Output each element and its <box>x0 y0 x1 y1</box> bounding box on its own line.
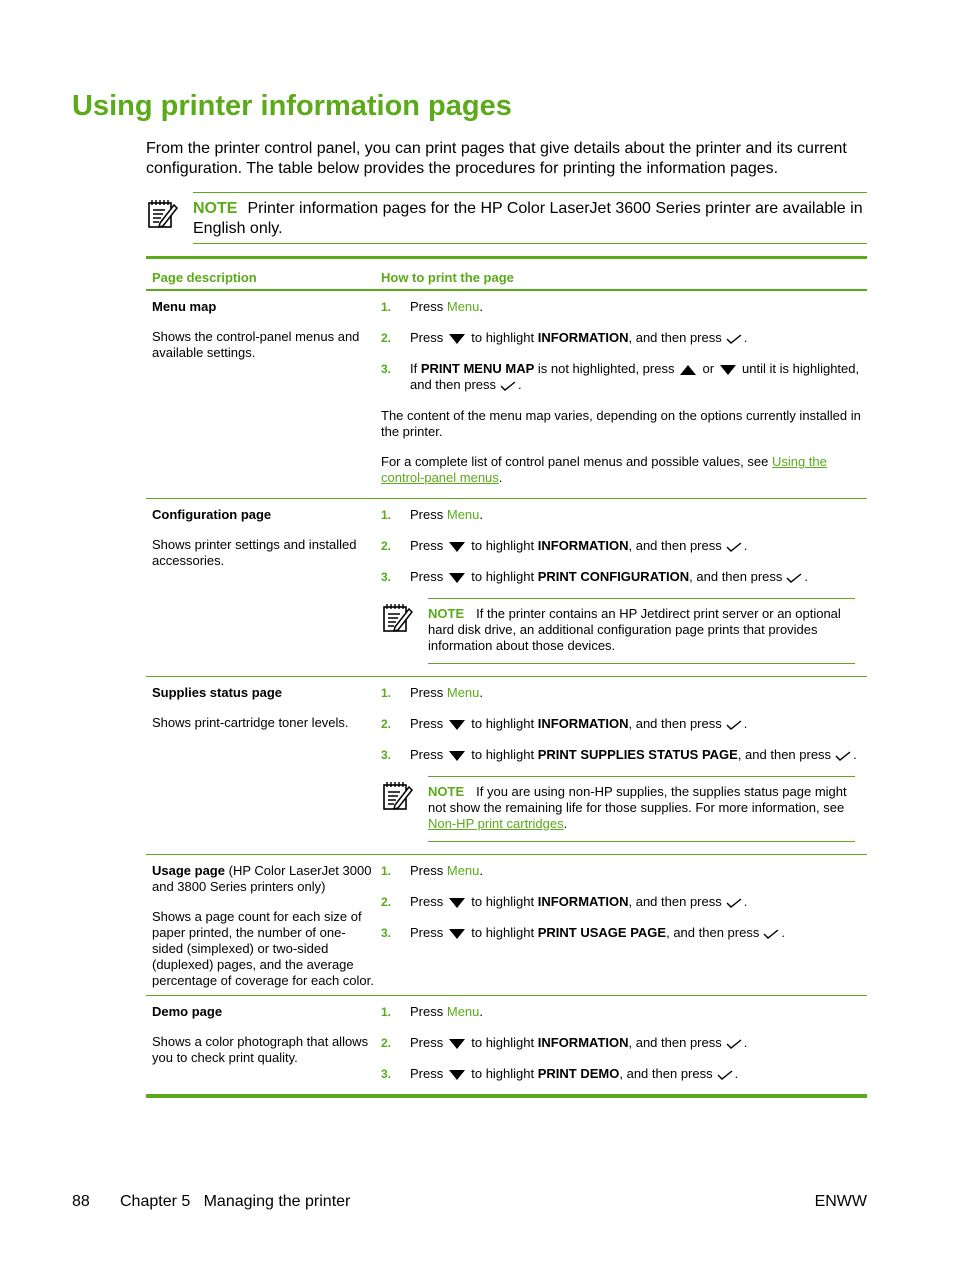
note-text: Printer information pages for the HP Color LaserJet 3600 Series printer are available in English only. <box>193 200 863 237</box>
row-name-suffix: (HP Color LaserJet 3000 and 3800 Series printers only) <box>152 863 372 894</box>
intro-paragraph: From the printer control panel, you can print pages that give details about the printer and its current configuration. The table below provides the procedures for printing the information pages. <box>146 140 847 177</box>
link-control-panel-menus[interactable]: Using the control-panel menus <box>381 454 827 485</box>
step-3: 3. If PRINT MENU MAP is not highlighted, press or until it is highlighted, and then press . <box>381 361 860 392</box>
step-2: 2. Press to highlight INFORMATION, and then press . <box>381 538 748 553</box>
step-1: 1. Press Menu. <box>381 299 484 314</box>
header-how-to-print: How to print the page <box>381 270 514 285</box>
checkmark-icon <box>717 1070 733 1080</box>
checkmark-icon <box>726 898 742 908</box>
down-arrow-icon <box>449 542 465 552</box>
down-arrow-icon <box>449 1070 465 1080</box>
checkmark-icon <box>763 929 779 939</box>
table-row-configuration-page <box>146 499 867 677</box>
checkmark-icon <box>726 334 742 344</box>
step-2: 2. Press to highlight INFORMATION, and then press . <box>381 330 748 345</box>
table-row-usage-page <box>146 855 867 996</box>
step-1: 1. Press Menu. <box>381 1004 484 1019</box>
header-page-description: Page description <box>152 270 257 285</box>
down-arrow-icon <box>449 929 465 939</box>
down-arrow-icon <box>449 334 465 344</box>
step-3: 3. Press to highlight PRINT CONFIGURATION, and then press . <box>381 569 809 584</box>
step-3: 3. Press to highlight PRINT DEMO, and then press . <box>381 1066 739 1081</box>
row-description: Shows a page count for each size of paper printed, the number of one-sided (simplexed) or two-sided (duplexed) pages, and the average percentage of coverage for each color. <box>152 909 374 988</box>
chapter-title: Chapter 5 Managing the printer <box>120 1193 351 1210</box>
menu-button-ref: Menu <box>446 299 480 314</box>
step-1: 1. Press Menu. <box>381 863 484 878</box>
supplies-note: NOTE If you are using non-HP supplies, the supplies status page might not show the remaining life for those supplies. For more information, see Non-HP print cartridges. <box>381 776 861 842</box>
row-description: Shows a color photograph that allows you to check print quality. <box>152 1034 369 1065</box>
checkmark-icon <box>786 573 802 583</box>
step-2: 2. Press to highlight INFORMATION, and then press . <box>381 716 748 731</box>
row-name: Demo page <box>152 1004 223 1019</box>
table-row-menu-map: Menu map Shows the control-panel menus and available settings. 1. Press Menu. 2. Press to highlight INFORMATION, and then press . 3. If PRINT MENU MAP is not highlighted, press or until it is highlighted, and then press . The content of the menu map varies, depending on the options currently installed in the printer. For a complete list of control panel menus and possible values, see Using the control-panel menus. <box>146 291 867 499</box>
row-description: Shows printer settings and installed accessories. <box>152 537 357 568</box>
step-1: 1. Press Menu. <box>381 507 484 522</box>
top-note <box>146 192 867 244</box>
page-title: Using printer information pages <box>72 90 512 122</box>
info-pages-table <box>146 256 867 1098</box>
down-arrow-icon <box>449 898 465 908</box>
down-arrow-icon <box>449 720 465 730</box>
row-name: Supplies status page <box>152 685 283 700</box>
down-arrow-icon <box>449 573 465 583</box>
checkmark-icon <box>726 1039 742 1049</box>
row-description: Shows print-cartridge toner levels. <box>152 715 349 730</box>
note-label: NOTE <box>193 200 238 217</box>
checkmark-icon <box>726 542 742 552</box>
row-name: Menu map <box>152 299 217 314</box>
checkmark-icon <box>726 720 742 730</box>
note-icon <box>381 601 413 633</box>
step-3: 3. Press to highlight PRINT USAGE PAGE, and then press . <box>381 925 785 940</box>
menu-map-paragraph: The content of the menu map varies, depending on the options currently installed in the printer. <box>381 408 861 439</box>
down-arrow-icon <box>720 365 736 375</box>
down-arrow-icon <box>449 751 465 761</box>
step-2: 2. Press to highlight INFORMATION, and then press . <box>381 894 748 909</box>
link-non-hp-cartridges[interactable]: Non-HP print cartridges <box>428 816 564 831</box>
step-1: 1. Press Menu. <box>381 685 484 700</box>
note-icon <box>146 197 178 229</box>
config-note: NOTE If the printer contains an HP Jetdirect print server or an optional hard disk drive, an additional configuration page prints that provides information about those devices. <box>381 598 861 664</box>
page-number: 88 <box>72 1193 90 1210</box>
table-row-supplies-status-page <box>146 677 867 855</box>
up-arrow-icon <box>680 365 696 375</box>
checkmark-icon <box>835 751 851 761</box>
table-header <box>146 259 867 291</box>
row-description: Shows the control-panel menus and available settings. <box>152 329 360 360</box>
step-2: 2. Press to highlight INFORMATION, and then press . <box>381 1035 748 1050</box>
note-icon <box>381 779 413 811</box>
row-name: Usage page <box>152 863 225 878</box>
down-arrow-icon <box>449 1039 465 1049</box>
checkmark-icon <box>500 381 516 391</box>
footer-right: ENWW <box>814 1193 867 1210</box>
step-3: 3. Press to highlight PRINT SUPPLIES STATUS PAGE, and then press . <box>381 747 857 762</box>
table-row-demo-page <box>146 996 867 1094</box>
row-name: Configuration page <box>152 507 272 522</box>
